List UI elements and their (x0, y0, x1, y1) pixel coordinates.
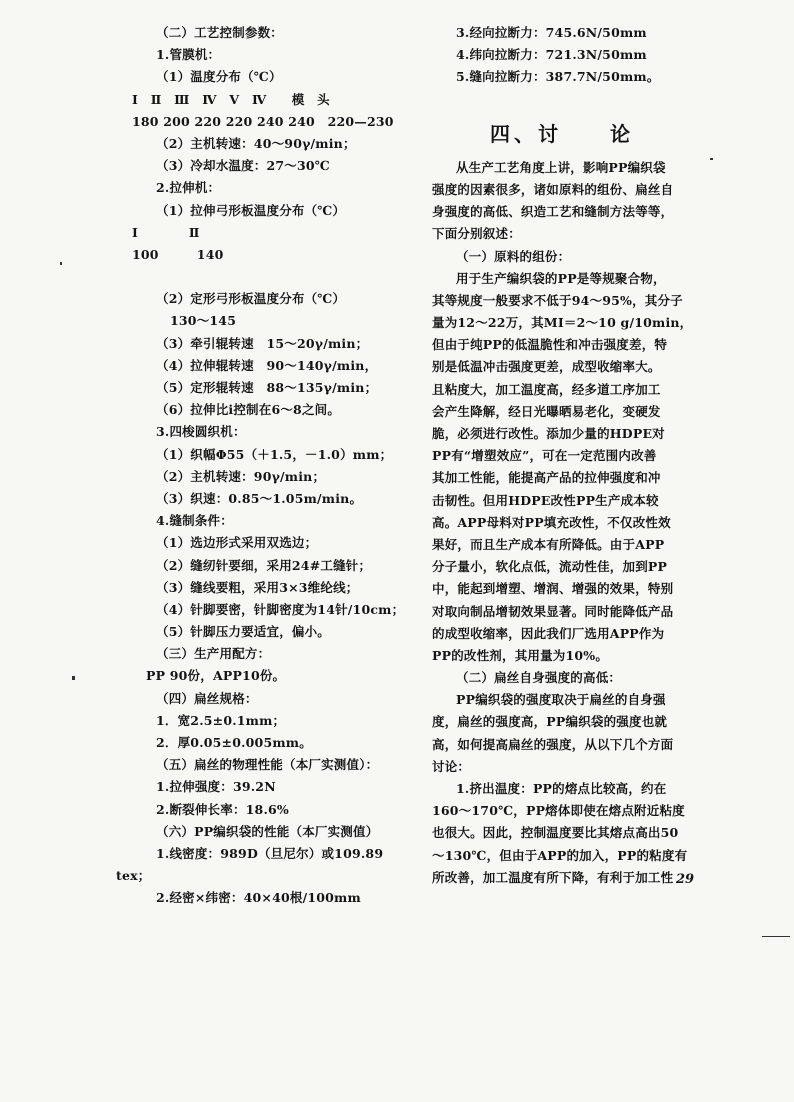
left-text-line: （2）主机转速：90γ/min； (156, 468, 326, 484)
left-text-line: 4.缝制条件： (156, 513, 233, 529)
left-text-line: （3）冷却水温度：27～30℃ (156, 158, 330, 174)
left-text-line: PP 90份，APP10份。 (146, 668, 286, 684)
scan-speck (60, 262, 62, 265)
scan-speck (710, 158, 713, 160)
left-text-line: 1.线密度：989D（旦尼尔）或109.89 (156, 845, 384, 861)
scan-speck (762, 936, 790, 937)
bag-strength-list (432, 22, 712, 89)
page-number: 29 (676, 872, 695, 887)
left-text-line: Ⅰ Ⅱ Ⅲ Ⅳ Ⅴ Ⅳ 模 头 (132, 91, 330, 107)
discussion-body (432, 157, 712, 889)
left-text-line: （四）扁丝规格： (156, 690, 258, 706)
discussion-line: （二）扁丝自身强度的高低： (456, 670, 622, 686)
left-text-line: （3）缝线要粗，采用3×3维纶线； (156, 579, 359, 595)
discussion-line: 也很大。因此，控制温度要比其熔点高出50 (432, 825, 679, 841)
discussion-line: 所改善，加工温度有所下降，有利于加工性 (432, 869, 674, 885)
left-text-line: 130～145 (170, 313, 237, 329)
left-text-line: （二）工艺控制参数： (156, 25, 284, 40)
discussion-line: 度，扁丝的强度高，PP编织袋的强度也就 (432, 714, 668, 730)
discussion-line: 高，如何提高扁丝的强度，从以下几个方面 (432, 736, 674, 752)
discussion-line: 但由于纯PP的低温脆性和冲击强度差，特 (432, 337, 668, 353)
discussion-line: PP编织袋的强度取决于扁丝的自身强 (456, 692, 666, 708)
left-text-line: （1）温度分布（℃） (156, 69, 282, 85)
left-text-line: （1）织幅Φ55（＋1.5，－1.0）mm； (156, 446, 393, 462)
left-text-line: （4）拉伸辊转速 90～140γ/min， (156, 357, 378, 373)
left-text-line: 100 140 (132, 246, 224, 262)
left-text-line: （4）针脚要密，针脚密度为14针/10cm； (156, 601, 405, 617)
discussion-line: 的成型收缩率，因此我们厂选用APP作为 (432, 625, 665, 641)
left-text-line: Ⅰ Ⅱ (132, 224, 200, 240)
left-text-line: 2.拉伸机： (156, 180, 221, 196)
discussion-line: 别是低温冲击强度更差，成型收缩率大。 (432, 359, 661, 375)
strength-item: 3.经向拉断力：745.6N/50mm (456, 25, 647, 40)
left-text-line: （2）定形弓形板温度分布（℃） (156, 291, 346, 307)
left-text-line: 1.管膜机： (156, 47, 221, 63)
discussion-line: 会产生降解，经日光曝晒易老化，变硬发 (432, 403, 661, 419)
discussion-line: 其加工性能，能提高产品的拉伸强度和冲 (432, 470, 661, 486)
discussion-line: 下面分别叙述： (432, 226, 521, 242)
left-text-line: 2.断裂伸长率：18.6% (156, 801, 289, 817)
discussion-line: 果好，而且生产成本有所降低。由于APP (432, 536, 665, 552)
left-text-line (146, 266, 408, 288)
left-text-line: （5）针脚压力要适宜，偏小。 (156, 624, 330, 640)
discussion-line: ～130℃，但由于APP的加入，PP的粘度有 (432, 847, 688, 863)
strength-item: 5.缝向拉断力：387.7N/50mm。 (456, 69, 660, 85)
left-text-line: 180 200 220 220 240 240 220—230 (132, 113, 394, 129)
discussion-line: 身强度的高低、织造工艺和缝制方法等等， (432, 204, 674, 220)
left-text-line: （1）选边形式采用双选边； (156, 535, 318, 551)
scan-speck (72, 676, 75, 680)
right-column (432, 22, 712, 889)
left-text-line: （5）定形辊转速 88～135γ/min； (156, 380, 378, 395)
left-text-line: （2）缝纫针要细，采用24#工缝针； (156, 557, 372, 573)
left-text-line: （1）拉伸弓形板温度分布（℃） (156, 202, 346, 218)
left-text-line: 2.经密×纬密：40×40根/100mm (156, 890, 361, 906)
discussion-line: 1.挤出温度：PP的熔点比较高，约在 (456, 781, 667, 796)
left-text-line: （六）PP编织袋的性能（本厂实测值） (156, 823, 379, 839)
discussion-line: 160～170℃，PP熔体即使在熔点附近粘度 (432, 803, 685, 819)
discussion-line: PP有“增塑效应”，可在一定范围内改善 (432, 448, 657, 464)
left-text-line: 1.拉伸强度：39.2N (156, 779, 276, 795)
left-text-line: （三）生产用配方： (156, 646, 271, 662)
discussion-line: 其等规度一般要求不低于94～95%，其分子 (432, 292, 683, 308)
discussion-line: 强度的因素很多，诸如原料的组份、扁丝自 (432, 181, 674, 197)
section-heading: 四、讨 论 (490, 121, 634, 146)
left-text-line: （3）牵引辊转速 15～20γ/min； (156, 335, 369, 351)
discussion-line: 用于生产编织袋的PP是等规聚合物， (456, 270, 666, 286)
discussion-line: 分子量小，软化点低，流动性佳，加到PP (432, 559, 668, 575)
left-text-line: 1．宽2.5±0.1mm； (156, 712, 286, 728)
left-text-line: 3.四梭圆织机： (156, 424, 246, 440)
left-text-line: （五）扁丝的物理性能（本厂实测值）： (156, 757, 379, 773)
discussion-line: 讨论： (432, 758, 471, 774)
discussion-line: 高。APP母料对PP填充改性，不仅改性效 (432, 514, 671, 530)
left-column (116, 22, 408, 910)
discussion-line: 脆，必须进行改性。添加少量的HDPE对 (432, 426, 665, 441)
discussion-line: （一）原料的组份： (456, 248, 571, 264)
left-text-line: 2．厚0.05±0.005mm。 (156, 735, 312, 750)
left-text-line: （2）主机转速：40～90γ/min； (156, 135, 356, 151)
discussion-line: 量为12～22万，其MI＝2～10 g/10min， (432, 315, 693, 331)
discussion-line: 中，能起到增塑、增润、增强的效果，特别 (432, 581, 674, 597)
discussion-line: 且粘度大，加工温度高，经多道工序加工 (432, 381, 661, 397)
left-text-line: tex； (116, 868, 151, 884)
left-text-line: （6）拉伸比i控制在6～8之间。 (156, 402, 341, 418)
left-text-line: （3）织速：0.85～1.05m/min。 (156, 490, 363, 506)
discussion-line: 对取向制品增韧效果显著。同时能降低产品 (432, 603, 674, 619)
discussion-line: 击韧性。但用HDPE改性PP生产成本较 (432, 492, 659, 508)
discussion-line: 从生产工艺角度上讲，影响PP编织袋 (456, 159, 666, 175)
discussion-line: PP的改性剂，其用量为10%。 (432, 647, 609, 663)
strength-item: 4.纬向拉断力：721.3N/50mm (456, 47, 647, 63)
